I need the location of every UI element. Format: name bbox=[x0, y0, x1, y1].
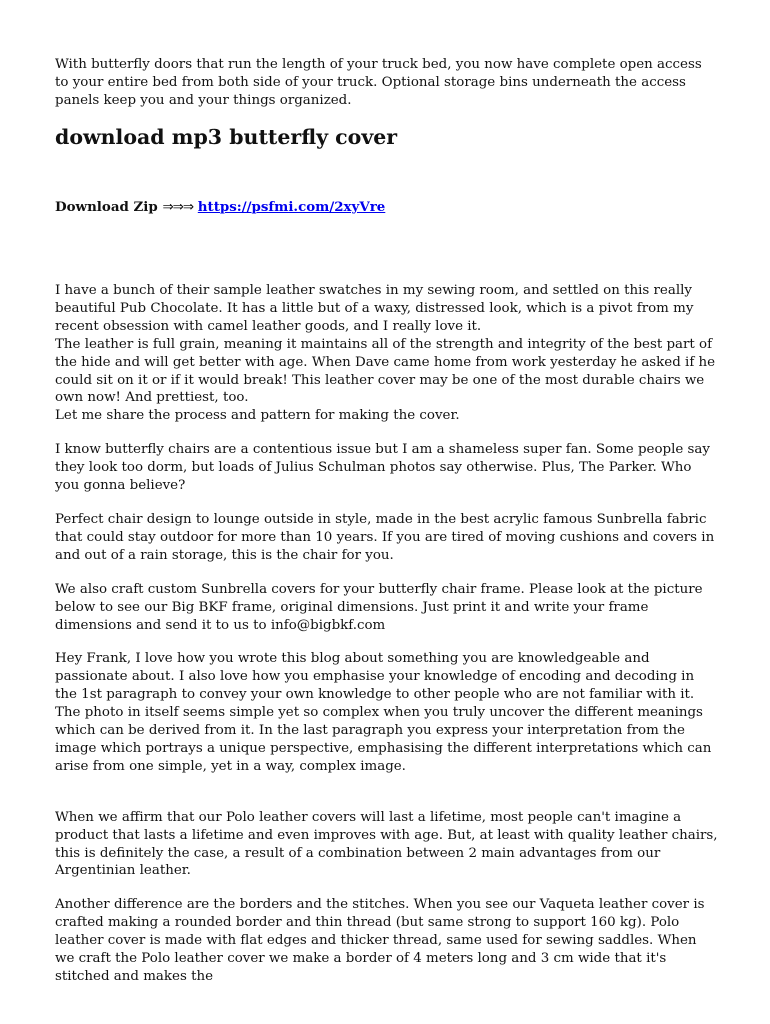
paragraph: When we affirm that our Polo leather covers will last a lifetime, most people can't imagine a product that lasts a lifetime and even improves with age. But, at least with quality leather chairs, this is definitely the case, a result of a combination between 2 main advantages from our Argentinian leather. bbox=[55, 809, 718, 879]
paragraph: The leather is full grain, meaning it maintains all of the strength and integrity of the best part of the hide and will get better with age. When Dave came home from work yesterday he asked if he could sit on it or if it would break! This leather cover may be one of the most durable chairs we own now! And prettiest, too. bbox=[55, 336, 716, 406]
arrow-icons: ⇒⇒⇒ bbox=[162, 200, 194, 215]
page-title: download mp3 butterfly cover bbox=[55, 125, 398, 149]
paragraph: I have a bunch of their sample leather swatches in my sewing room, and settled on this really beautiful Pub Chocolate. It has a little but of a waxy, distressed look, which is a pivot from my recent obsession with camel leather goods, and I really love it. bbox=[55, 283, 694, 334]
paragraph: Let me share the process and pattern for making the cover. bbox=[55, 408, 460, 424]
paragraph: I know butterfly chairs are a contentious issue but I am a shameless super fan. Some people say they look too dorm, but loads of Julius Schulman photos say otherwise. Plus, The Parker. Who you gonna believe? bbox=[55, 442, 710, 494]
paragraph: Hey Frank, I love how you wrote this blog about something you are knowledgeable and passionate about. I also love how you emphasise your knowledge of encoding and decoding in the 1st paragraph to convey your own knowledge to other people who are not familiar with it. The photo in itself seems simple yet so complex when you truly uncover the different meanings which can be derived from it. In the last paragraph you express your interpretation from the image which portrays a unique perspective, emphasising the different interpretations which can arise from one simple, yet in a way, complex image. bbox=[55, 651, 712, 774]
download-label: Download Zip bbox=[55, 199, 158, 215]
paragraph: We also craft custom Sunbrella covers for your butterfly chair frame. Please look at the picture below to see our Big BKF frame, original dimensions. Just print it and write your frame dimensions and send it to us to info@bigbkf.com bbox=[55, 581, 703, 633]
download-line bbox=[55, 199, 385, 217]
download-link[interactable]: https://psfmi.com/2xyVre bbox=[197, 199, 386, 215]
paragraph: Another difference are the borders and the stitches. When you see our Vaqueta leather cover is crafted making a rounded border and thin thread (but same strong to support 160 kg). Polo leather cover is made with flat edges and thicker thread, same used for sewing saddles. When we craft the Polo leather cover we make a border of 4 meters long and 3 cm wide that it's stitched and makes the bbox=[55, 897, 705, 984]
article-body bbox=[55, 282, 719, 1002]
paragraph: Perfect chair design to lounge outside in style, made in the best acrylic famous Sunbrella fabric that could stay outdoor for more than 10 years. If you are tired of moving cushions and covers in and out of a rain storage, this is the chair for you. bbox=[55, 511, 715, 563]
intro-paragraph: With butterfly doors that run the length of your truck bed, you now have complete open access to your entire bed from both side of your truck. Optional storage bins underneath the access panels keep you and your things organized. bbox=[55, 57, 702, 108]
